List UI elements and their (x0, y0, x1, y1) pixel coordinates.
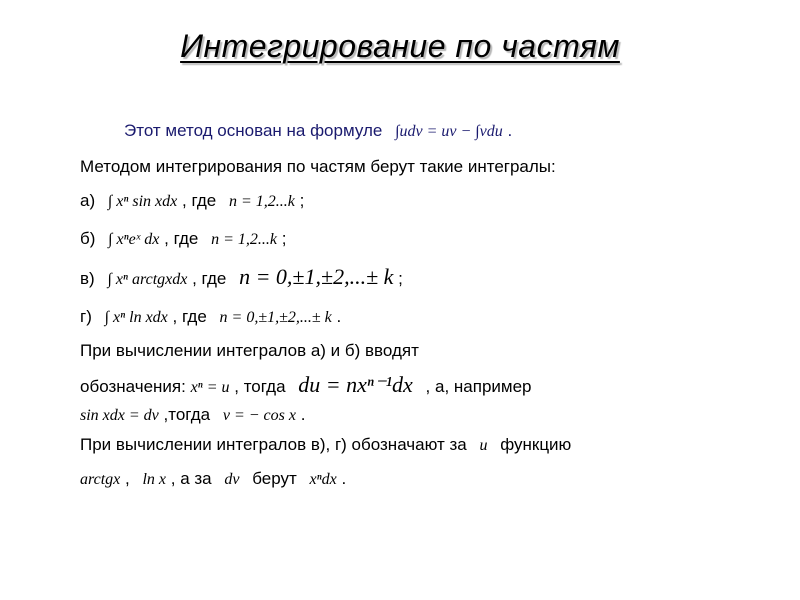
item-b (80, 228, 287, 251)
item-where: , где (164, 229, 199, 248)
item-label: в) (80, 269, 95, 288)
note-text: берут (252, 469, 297, 488)
item-g (80, 306, 341, 329)
item-where: , где (182, 191, 217, 210)
intro-end: . (507, 121, 513, 140)
note-text: . (300, 405, 306, 424)
item-end: ; (398, 269, 403, 288)
note-vg-line2 (80, 468, 346, 491)
item-integral: ∫ xⁿeˣ dx (108, 231, 160, 248)
note-text: ,тогда (163, 405, 211, 424)
item-where: , где (192, 269, 227, 288)
note-text: , тогда (234, 377, 286, 396)
note-text: При вычислении интегралов в), г) обозначают за (80, 435, 467, 454)
item-integral: ∫ xⁿ arctgxdx (107, 271, 188, 288)
note-variable: u (479, 437, 488, 454)
note-formula: v = − cos x (222, 407, 296, 424)
note-formula: xⁿdx (309, 471, 337, 488)
item-label: б) (80, 229, 96, 248)
item-end: ; (281, 229, 287, 248)
item-end: . (336, 307, 342, 326)
note-ab-line3 (80, 404, 305, 427)
note-formula: sin xdx = dv (80, 407, 159, 424)
note-ab-line1: При вычислении интегралов а) и б) вводят (80, 341, 419, 360)
note-text: , а, например (425, 377, 532, 396)
item-end: ; (299, 191, 305, 210)
note-formula: arctgx (80, 471, 121, 488)
item-integral: ∫ xⁿ sin xdx (107, 193, 178, 210)
item-v (80, 266, 403, 291)
item-condition: n = 1,2...k (229, 193, 295, 210)
note-text: функцию (500, 435, 572, 454)
note-text: обозначения: (80, 377, 186, 396)
item-condition: n = 0,±1,±2,...± k (239, 264, 394, 289)
item-label: г) (80, 307, 92, 326)
item-a (80, 190, 304, 213)
item-condition: n = 1,2...k (211, 231, 278, 248)
note-formula: ln x (142, 471, 167, 488)
item-label: а) (80, 191, 96, 210)
intro-line (124, 120, 512, 143)
item-where: , где (172, 307, 207, 326)
intro-formula: ∫udv = uv − ∫vdu (395, 123, 503, 140)
note-text: , а за (170, 469, 212, 488)
page-title: Интегрирование по частям (180, 28, 620, 64)
note-vg-line1 (80, 434, 571, 457)
note-text: . (341, 469, 347, 488)
lead-line: Методом интегрирования по частям берут такие интегралы: (80, 157, 556, 176)
note-ab-line2 (80, 374, 532, 399)
note-formula: xⁿ = u (190, 379, 230, 396)
item-condition: n = 0,±1,±2,...± k (219, 309, 332, 326)
note-formula: du = nxⁿ⁻¹dx (298, 372, 413, 397)
intro-text: Этот метод основан на формуле (124, 121, 383, 140)
note-variable: dv (224, 471, 240, 488)
item-integral: ∫ xⁿ ln xdx (104, 309, 168, 326)
note-text: , (125, 469, 130, 488)
